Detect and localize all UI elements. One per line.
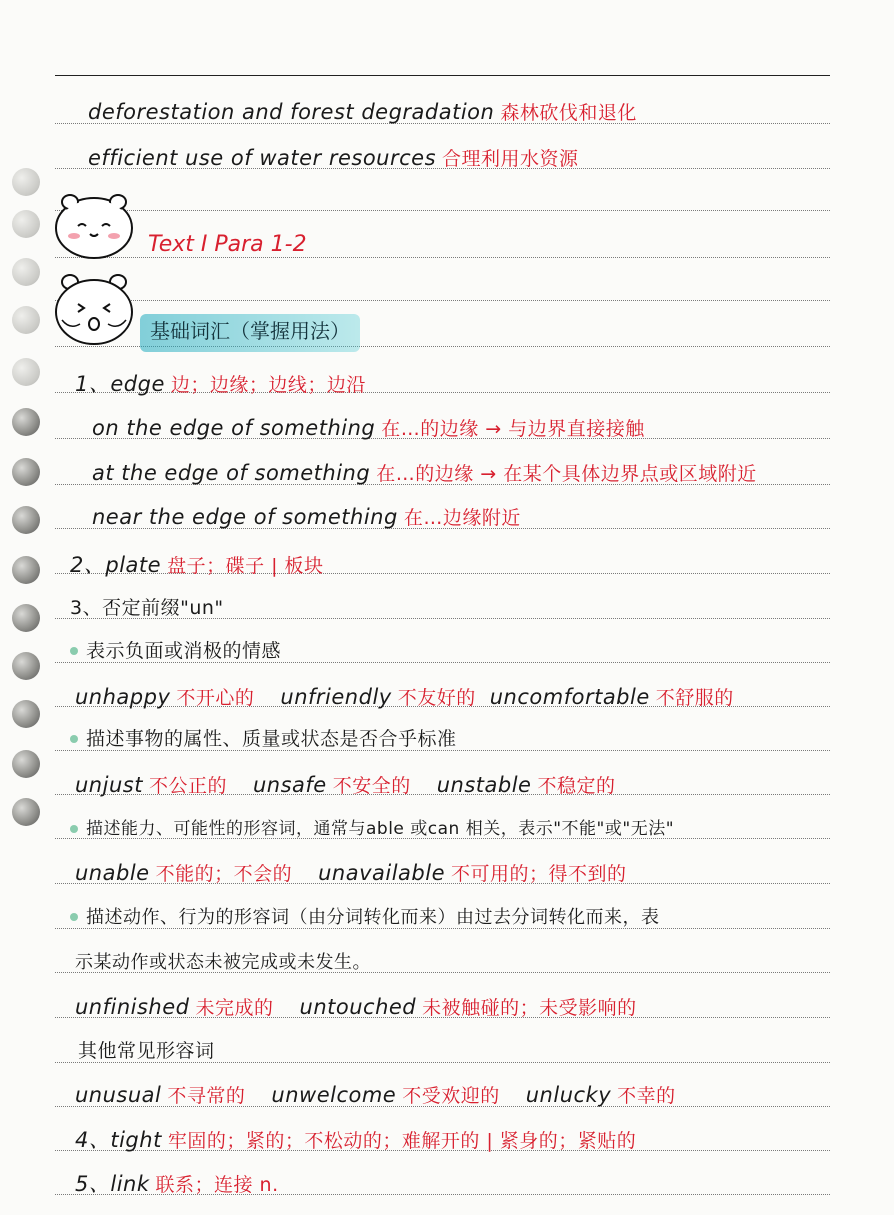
section-heading: 基础词汇（掌握用法） <box>140 314 360 352</box>
chinese-meaning: 不幸的 <box>617 1085 676 1107</box>
chinese-meaning: 不安全的 <box>332 775 411 797</box>
vocab-line <box>75 1124 636 1154</box>
english-word: unstable <box>436 773 532 797</box>
vocab-line <box>75 1168 279 1198</box>
english-word: unhappy <box>75 685 171 709</box>
hamster-face-icon <box>52 188 136 262</box>
binder-hole <box>12 750 40 778</box>
chinese-meaning: 不舒服的 <box>655 687 734 709</box>
bullet-icon <box>70 735 78 743</box>
binder-hole <box>12 210 40 238</box>
word-entry: 5、link <box>75 1172 150 1196</box>
text-section-title: Text I Para 1-2 <box>148 232 307 257</box>
chinese-meaning: 未完成的 <box>195 997 274 1019</box>
english-word: unavailable <box>318 861 445 885</box>
category-line <box>78 1036 215 1063</box>
binder-hole <box>12 700 40 728</box>
english-word: unjust <box>75 773 143 797</box>
binder-hole <box>12 168 40 196</box>
chinese-meaning: 合理利用水资源 <box>442 148 579 170</box>
english-word: unfinished <box>75 995 190 1019</box>
english-phrase: deforestation and forest degradation <box>88 100 495 124</box>
english-phrase: at the edge of something <box>92 461 371 485</box>
chinese-meaning: 不受欢迎的 <box>402 1085 500 1107</box>
chinese-meaning: 不寻常的 <box>167 1085 246 1107</box>
vocab-line <box>75 1081 676 1108</box>
chinese-meaning: 牢固的；紧的；不松动的；难解开的 | 紧身的；紧贴的 <box>167 1130 637 1152</box>
vocab-line <box>92 459 757 486</box>
chinese-meaning: 在…的边缘 → 在某个具体边界点或区域附近 <box>376 463 757 485</box>
chinese-meaning: 在…的边缘 → 与边界直接接触 <box>381 418 645 440</box>
vocab-line <box>75 859 627 886</box>
binder-hole <box>12 458 40 486</box>
english-phrase: on the edge of something <box>92 416 376 440</box>
vocab-line <box>75 368 366 398</box>
chinese-meaning: 在…边缘附近 <box>403 507 521 529</box>
chinese-meaning: 盘子；碟子 | 板块 <box>167 555 324 577</box>
word-entry: 4、tight <box>75 1128 162 1152</box>
binder-hole <box>12 408 40 436</box>
vocab-line <box>75 771 616 798</box>
chinese-meaning: 不友好的 <box>397 687 476 709</box>
english-word: unfriendly <box>280 685 392 709</box>
binder-hole <box>12 358 40 386</box>
binder-hole <box>12 506 40 534</box>
category-line <box>70 636 281 663</box>
chinese-meaning: 不公正的 <box>148 775 227 797</box>
category-line <box>75 948 371 974</box>
bullet-icon <box>70 825 78 833</box>
word-entry: 1、edge <box>75 372 165 396</box>
category-line <box>70 814 674 839</box>
word-entry: 2、plate <box>70 553 162 577</box>
binder-hole <box>12 652 40 680</box>
ruled-line <box>55 300 830 301</box>
vocab-line <box>75 993 637 1020</box>
english-phrase: near the edge of something <box>92 505 398 529</box>
chinese-meaning: 不能的；不会的 <box>155 863 293 885</box>
vocab-line <box>88 144 579 171</box>
category-label-continued: 示某动作或状态未被完成或未发生。 <box>75 952 371 973</box>
english-word: unusual <box>75 1083 162 1107</box>
vocab-line <box>70 593 224 620</box>
hamster-crying-face-icon <box>52 270 136 350</box>
category-label: 描述动作、行为的形容词（由分词转化而来）由过去分词转化而来，表 <box>86 907 660 928</box>
category-line <box>70 724 457 751</box>
category-label: 描述能力、可能性的形容词，通常与able 或can 相关，表示"不能"或"无法" <box>86 819 675 839</box>
binder-hole <box>12 798 40 826</box>
ruled-line <box>55 210 830 211</box>
english-phrase: efficient use of water resources <box>88 146 437 170</box>
chinese-meaning: 边；边缘；边线；边沿 <box>170 374 366 396</box>
english-word: uncomfortable <box>489 685 650 709</box>
chinese-meaning: 不稳定的 <box>537 775 616 797</box>
top-line <box>55 75 830 76</box>
chinese-meaning: 不可用的；得不到的 <box>451 863 627 885</box>
category-label: 其他常见形容词 <box>78 1040 215 1062</box>
word-entry: 3、否定前缀"un" <box>70 597 224 619</box>
chinese-meaning: 未被触碰的；未受影响的 <box>422 997 637 1019</box>
english-word: unsafe <box>252 773 327 797</box>
english-word: unable <box>75 861 150 885</box>
bullet-icon <box>70 647 78 655</box>
chinese-meaning: 不开心的 <box>176 687 255 709</box>
chinese-meaning: 森林砍伐和退化 <box>500 102 637 124</box>
binder-hole <box>12 604 40 632</box>
binder-hole <box>12 306 40 334</box>
vocab-line <box>88 98 637 125</box>
english-word: untouched <box>299 995 417 1019</box>
chinese-meaning: 联系；连接 n. <box>155 1174 279 1196</box>
binder-hole <box>12 556 40 584</box>
category-label: 描述事物的属性、质量或状态是否合乎标准 <box>86 728 457 750</box>
ruled-line <box>55 257 830 258</box>
vocab-line <box>92 414 645 441</box>
binder-hole <box>12 258 40 286</box>
vocab-line <box>75 683 734 710</box>
category-line <box>70 903 660 929</box>
vocab-line <box>92 503 521 530</box>
category-label: 表示负面或消极的情感 <box>86 640 282 662</box>
english-word: unlucky <box>525 1083 612 1107</box>
english-word: unwelcome <box>271 1083 397 1107</box>
vocab-line <box>70 549 324 579</box>
bullet-icon <box>70 913 78 921</box>
